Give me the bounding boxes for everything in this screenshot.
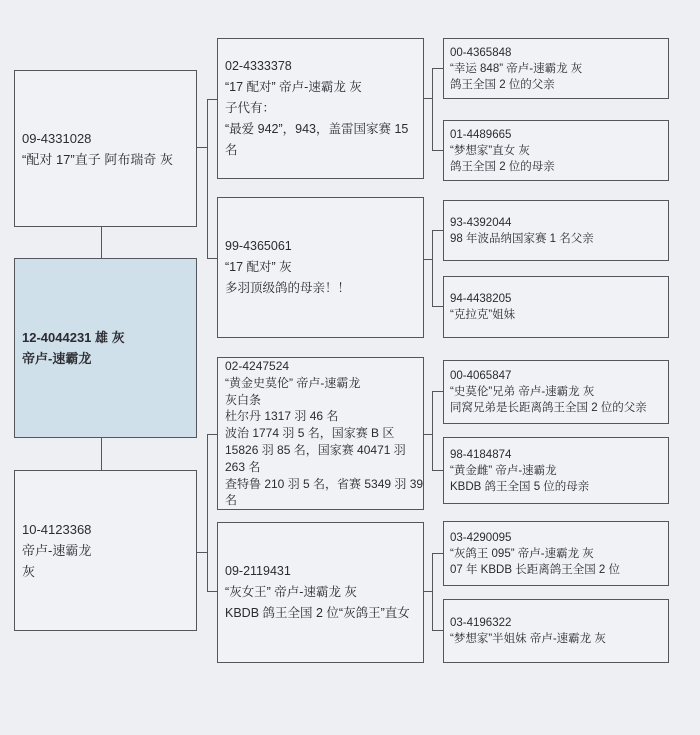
connector-line <box>433 150 443 151</box>
ring-number: 01-4489665 <box>450 128 512 141</box>
connector-line <box>208 99 217 100</box>
text-line: 灰 <box>22 564 36 579</box>
text-line: 名 <box>225 143 238 157</box>
connector-line <box>208 258 217 259</box>
great-grandparent-box-1 <box>443 38 669 99</box>
text-line: “克拉克”姐妹 <box>450 309 516 321</box>
subject-box <box>14 258 197 438</box>
connector-line <box>432 391 433 471</box>
text-line: 帝卢-速霸龙 <box>22 543 92 558</box>
connector-line <box>433 553 443 554</box>
text-line: 杜尔丹 1317 羽 46 名 <box>225 409 339 424</box>
great-grandparent-box-3 <box>443 200 669 261</box>
text-line: 鸽王全国 2 位的父亲 <box>450 78 555 91</box>
connector-line <box>207 434 208 592</box>
connector-line <box>433 630 443 631</box>
paternal-grandsire-box <box>217 38 424 179</box>
connector-line <box>424 434 432 435</box>
connector-line <box>197 147 207 148</box>
ring-number: 09-4331028 <box>22 130 92 146</box>
connector-line <box>433 391 443 392</box>
text-line: “17 配对” 灰 <box>225 260 292 274</box>
maternal-granddam-box <box>217 522 424 663</box>
ring-number: 00-4065847 <box>450 370 512 382</box>
connector-line <box>424 98 432 99</box>
ring-number: 09-2119431 <box>225 564 291 578</box>
ring-number: 10-4123368 <box>22 522 92 537</box>
connector-line <box>424 259 432 260</box>
text-line: “17 配对” 帝卢-速霸龙 灰 <box>225 80 362 94</box>
text-line: 同窝兄弟是长距离鸽王全国 2 位的父亲 <box>450 402 647 414</box>
text-line: “灰女王” 帝卢-速霸龙 灰 <box>225 585 357 599</box>
text-line: KBDB 鸽王全国 2 位“灰鸽王”直女 <box>225 606 410 620</box>
great-grandparent-box-2 <box>443 120 669 181</box>
text-line: “史莫伦”兄弟 帝卢-速霸龙 灰 <box>450 386 595 398</box>
connector-line <box>432 68 433 151</box>
text-line: “配对 17”直子 阿布瑞奇 灰 <box>22 151 173 167</box>
text-line: “黄金雌” 帝卢-速霸龙 <box>450 464 557 477</box>
text-line: 多羽顶级鸽的母亲！！ <box>225 281 351 295</box>
connector-line <box>197 552 207 553</box>
text-line: 07 年 KBDB 长距离鸽王全国 2 位 <box>450 563 620 576</box>
great-grandparent-box-5 <box>443 360 669 424</box>
ring-number: 02-4333378 <box>225 59 292 73</box>
text-line: 灰白条 <box>225 392 262 407</box>
text-line: “梦想家”半姐妹 帝卢-速霸龙 灰 <box>450 633 606 645</box>
sire-box <box>14 70 197 227</box>
text-line: 名 <box>225 493 238 508</box>
text-line: 波治 1774 羽 5 名，国家赛 B 区 <box>225 426 395 441</box>
connector-line <box>208 434 217 435</box>
connector-line <box>101 227 102 258</box>
ring-number: 03-4290095 <box>450 531 512 544</box>
connector-line <box>433 230 443 231</box>
text-line: 鸽王全国 2 位的母亲 <box>450 160 555 173</box>
ring-number: 00-4365848 <box>450 46 512 59</box>
great-grandparent-box-4 <box>443 276 669 338</box>
text-line: 帝卢-速霸龙 <box>22 351 92 366</box>
connector-line <box>207 99 208 259</box>
paternal-granddam-box <box>217 197 424 338</box>
ring-number: 03-4196322 <box>450 617 512 629</box>
connector-line <box>432 553 433 631</box>
connector-line <box>424 591 432 592</box>
ring-number: 99-4365061 <box>225 239 292 253</box>
great-grandparent-box-8 <box>443 599 669 663</box>
connector-line <box>101 438 102 470</box>
ring-number: 12-4044231 雄 灰 <box>22 330 125 345</box>
text-line: 263 名 <box>225 459 261 474</box>
ring-number: 94-4438205 <box>450 293 512 305</box>
connector-line <box>432 230 433 307</box>
dam-box <box>14 470 197 631</box>
great-grandparent-box-7 <box>443 521 669 586</box>
maternal-grandsire-box <box>217 357 424 510</box>
text-line: 98 年波品纳国家赛 1 名父亲 <box>450 232 594 245</box>
text-line: KBDB 鸽王全国 5 位的母亲 <box>450 480 590 493</box>
text-line: “梦想家”直女 灰 <box>450 144 530 157</box>
great-grandparent-box-6 <box>443 437 669 504</box>
ring-number: 93-4392044 <box>450 216 512 229</box>
text-line: “灰鸽王 095” 帝卢-速霸龙 灰 <box>450 547 594 560</box>
connector-line <box>433 68 443 69</box>
text-line: 15826 羽 85 名，国家赛 40471 羽 <box>225 442 406 457</box>
connector-line <box>433 470 443 471</box>
ring-number: 02-4247524 <box>225 358 290 373</box>
ring-number: 98-4184874 <box>450 448 512 461</box>
text-line: 子代有： <box>225 101 276 115</box>
text-line: “最爱 942”，943，盖雷国家赛 15 <box>225 122 409 136</box>
connector-line <box>433 306 443 307</box>
text-line: “幸运 848” 帝卢-速霸龙 灰 <box>450 62 583 75</box>
text-line: “黄金史莫伦” 帝卢-速霸龙 <box>225 375 361 390</box>
connector-line <box>208 591 217 592</box>
text-line: 查特鲁 210 羽 5 名，省赛 5349 羽 39 <box>225 476 424 491</box>
